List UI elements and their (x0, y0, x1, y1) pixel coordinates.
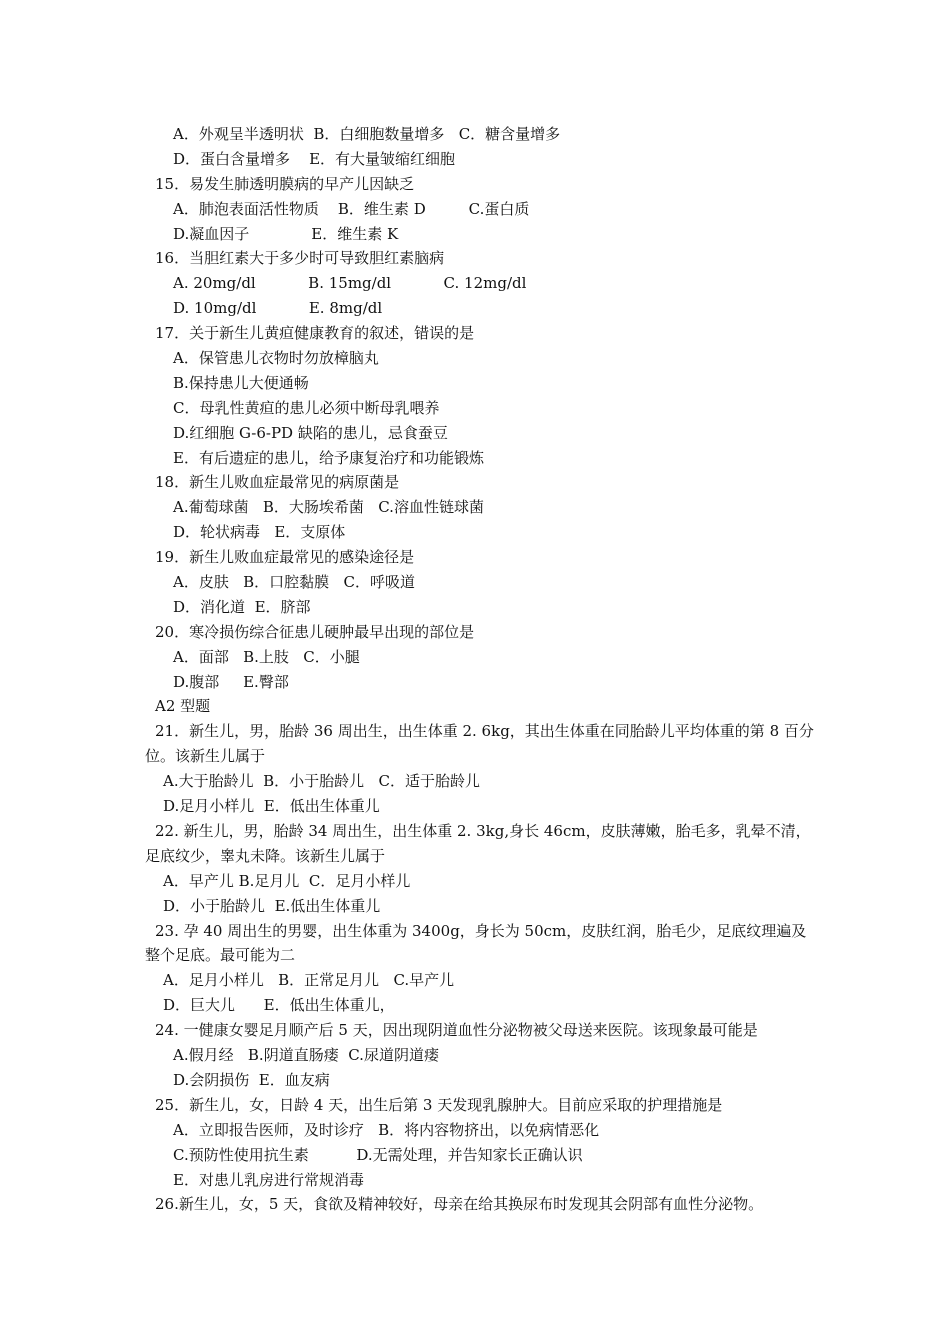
q20-options-line-2: D.腹部 E.臀部 (173, 672, 289, 691)
q19-options-line-2: D．消化道 E．脐部 (173, 597, 311, 616)
question-18: 18．新生儿败血症最常见的病原菌是 (155, 473, 400, 492)
q22-options-line-2: D．小于胎龄儿 E.低出生体重儿 (163, 896, 381, 915)
q25-options-line-2: C.预防性使用抗生素 D.无需处理，并告知家长正确认识 (173, 1145, 583, 1164)
q17-option-a: A．保管患儿衣物时勿放樟脑丸 (173, 349, 379, 368)
q24-options-line-2: D.会阴损伤 E．血友病 (173, 1070, 330, 1089)
q25-options-line-3: E．对患儿乳房进行常规消毒 (173, 1170, 364, 1189)
q14-options-line-1: A．外观呈半透明状 B．白细胞数量增多 C．糖含量增多 (173, 125, 561, 143)
q17-option-e: E．有后遗症的患儿，给予康复治疗和功能锻炼 (173, 448, 484, 467)
question-15: 15．易发生肺透明膜病的早产儿因缺乏 (155, 174, 415, 193)
q17-option-b: B.保持患儿大便通畅 (173, 373, 309, 392)
q18-options-line-1: A.葡萄球菌 B．大肠埃希菌 C.溶血性链球菌 (173, 498, 484, 517)
question-22-text: 22. 新生儿，男，胎龄 34 周出生，出生体重 2. 3kg,身长 46cm，皮肤薄嫩，胎毛多，乳晕不清，足底纹少，睾丸未降。该新生儿属于 (145, 821, 811, 865)
question-24: 24. 一健康女婴足月顺产后 5 天，因出现阴道血性分泌物被父母送来医院。该现象最可能是 (155, 1021, 758, 1040)
q22-options-line-1: A．早产儿 B.足月儿 C．足月小样儿 (163, 871, 411, 890)
section-heading-a2: A2 型题 (155, 697, 211, 716)
question-21 (145, 719, 815, 769)
question-25: 25．新生儿，女，日龄 4 天，出生后第 3 天发现乳腺肿大。目前应采取的护理措施是 (155, 1095, 723, 1114)
question-26: 26.新生儿，女，5 天，食欲及精神较好，母亲在给其换尿布时发现其会阴部有血性分泌物。 (155, 1195, 764, 1214)
q23-options-line-1: A．足月小样儿 B．正常足月儿 C.早产儿 (163, 971, 455, 990)
q25-options-line-1: A．立即报告医师，及时诊疗 B．将内容物挤出，以免病情恶化 (173, 1120, 600, 1139)
q17-option-d: D.红细胞 G-6-PD 缺陷的患儿，忌食蚕豆 (173, 423, 448, 442)
question-23 (145, 919, 815, 969)
question-21-text: 21．新生儿，男，胎龄 36 周出生，出生体重 2. 6kg，其出生体重在同胎龄儿平均体重的第 8 百分位。该新生儿属于 (145, 722, 814, 766)
q15-options-line-2: D.凝血因子 E．维生素 K (173, 224, 399, 243)
q15-options-line-1: A．肺泡表面活性物质 B．维生素 D C.蛋白质 (173, 199, 530, 218)
q21-options-line-1: A.大于胎龄儿 B．小于胎龄儿 C．适于胎龄儿 (163, 772, 480, 791)
question-20: 20．寒冷损伤综合征患儿硬肿最早出现的部位是 (155, 622, 475, 641)
question-text-body (145, 122, 815, 1217)
question-17: 17．关于新生儿黄疸健康教育的叙述，错误的是 (155, 324, 475, 343)
q19-options-line-1: A．皮肤 B．口腔黏膜 C．呼吸道 (173, 573, 415, 592)
question-19: 19．新生儿败血症最常见的感染途径是 (155, 548, 415, 567)
question-23-text: 23. 孕 40 周出生的男婴，出生体重为 3400g，身长为 50cm，皮肤红润，胎毛少，足底纹理遍及整个足底。最可能为二 (145, 921, 807, 965)
q21-options-line-2: D.足月小样儿 E．低出生体重儿 (163, 797, 380, 816)
question-22 (145, 819, 815, 869)
q16-options-line-1: A. 20mg/dl B. 15mg/dl C. 12mg/dl (173, 274, 527, 293)
q14-options-line-2: D．蛋白含量增多 E．有大量皱缩红细胞 (173, 149, 456, 168)
q18-options-line-2: D．轮状病毒 E．支原体 (173, 523, 346, 542)
q23-options-line-2: D．巨大儿 E．低出生体重儿， (163, 996, 395, 1015)
q20-options-line-1: A．面部 B.上肢 C．小腿 (173, 647, 360, 666)
q16-options-line-2: D. 10mg/dl E. 8mg/dl (173, 299, 383, 318)
question-16: 16．当胆红素大于多少时可导致胆红素脑病 (155, 249, 445, 268)
q17-option-c: C．母乳性黄疸的患儿必须中断母乳喂养 (173, 398, 440, 417)
q24-options-line-1: A.假月经 B.阴道直肠瘘 C.尿道阴道瘘 (173, 1046, 439, 1065)
